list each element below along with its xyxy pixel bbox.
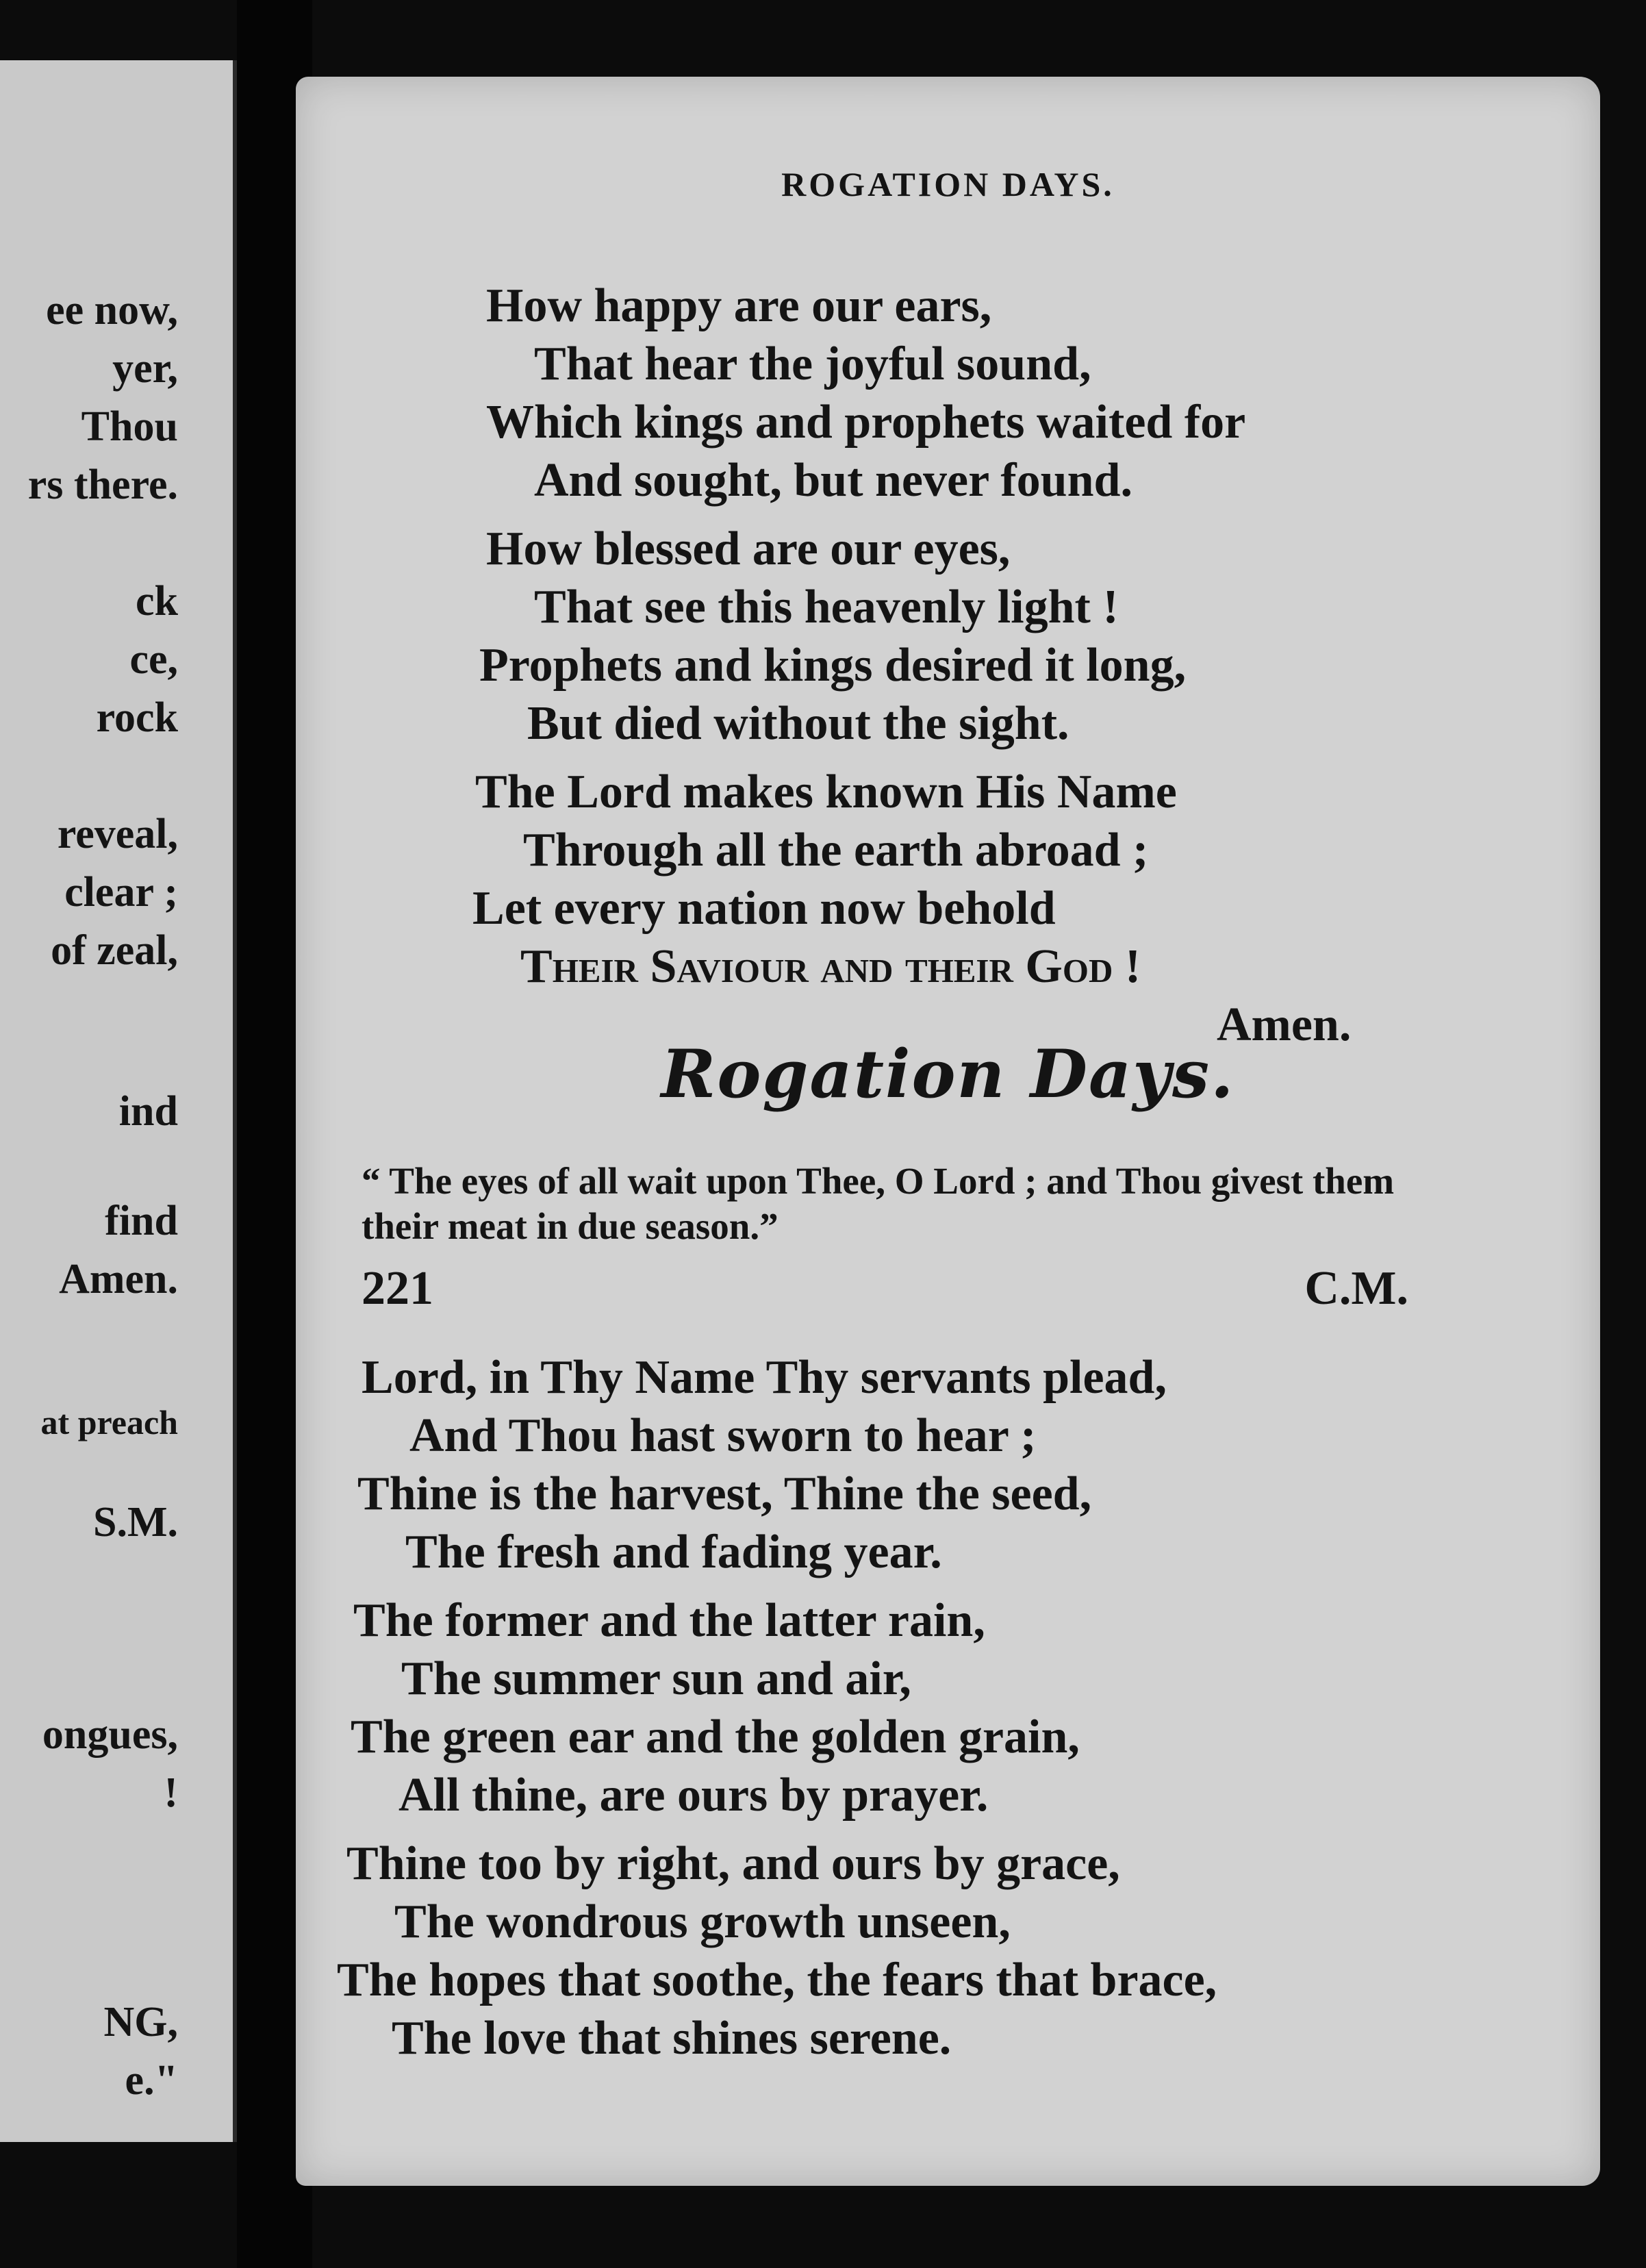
left-page-fragment: rock: [96, 694, 178, 741]
left-page: [0, 60, 237, 2142]
verse-line: The hopes that soothe, the fears that brace,: [337, 1954, 1217, 2006]
verse-line: Lord, in Thy Name Thy servants plead,: [362, 1351, 1167, 1404]
verse-line: Their Saviour and their God !: [520, 940, 1141, 993]
verse-line: The Lord makes known His Name: [475, 766, 1177, 818]
verse-line: Let every nation now behold: [472, 882, 1056, 935]
left-page-fragment: S.M.: [93, 1499, 178, 1546]
left-page-fragment: ongues,: [42, 1711, 178, 1758]
left-page-fragment: ck: [136, 578, 178, 625]
left-page-fragment: NG,: [103, 1999, 178, 2045]
left-page-fragment: yer,: [112, 345, 178, 392]
verse-line: All thine, are ours by prayer.: [398, 1769, 989, 1822]
verse-line: The green ear and the golden grain,: [351, 1711, 1080, 1763]
left-page-fragment: Thou: [81, 403, 178, 450]
verse-line: Through all the earth abroad ;: [523, 824, 1149, 877]
verse-line: How happy are our ears,: [486, 279, 992, 332]
verse-line: Prophets and kings desired it long,: [479, 639, 1187, 692]
left-page-fragment: Amen.: [59, 1256, 178, 1302]
running-head: ROGATION DAYS.: [781, 165, 1115, 203]
verse-line: Which kings and prophets waited for: [486, 396, 1246, 449]
hymn-meter: C.M.: [1304, 1262, 1408, 1315]
left-page-fragment: ind: [118, 1088, 178, 1135]
left-page-fragment: ce,: [129, 636, 178, 683]
left-page-fragment: of zeal,: [51, 927, 178, 974]
right-page: [296, 77, 1600, 2186]
verse-line: That hear the joyful sound,: [534, 338, 1091, 390]
verse-line: The fresh and fading year.: [405, 1526, 942, 1578]
verse-line: The summer sun and air,: [401, 1652, 911, 1705]
verse-line: Thine is the harvest, Thine the seed,: [357, 1467, 1092, 1520]
epigraph: “ The eyes of all wait upon Thee, O Lord ; and Thou givest them their meat in due season.”: [362, 1160, 1395, 1247]
verse-line: That see this heavenly light !: [534, 581, 1119, 633]
hymn-number: 221: [362, 1262, 433, 1315]
verse-line: But died without the sight.: [527, 697, 1069, 750]
left-page-fragment: at preach: [40, 1403, 178, 1441]
verse-line: And Thou hast sworn to hear ;: [409, 1409, 1037, 1462]
left-page-fragment: !: [164, 1769, 178, 1816]
section-title: Rogation Days.: [661, 1035, 1235, 1113]
left-page-fragment: rs there.: [27, 462, 178, 508]
left-page-fragment: reveal,: [57, 811, 178, 857]
verse-line: The love that shines serene.: [392, 2012, 952, 2065]
verse-line: The former and the latter rain,: [353, 1594, 985, 1647]
left-page-fragment: ee now,: [46, 287, 178, 333]
verse-line: The wondrous growth unseen,: [394, 1895, 1011, 1948]
left-page-fragment: e.": [125, 2057, 178, 2104]
verse-line: And sought, but never found.: [534, 454, 1132, 507]
amen-label: Amen.: [1217, 998, 1352, 1051]
left-page-fragment: find: [105, 1198, 178, 1244]
verse-line: Thine too by right, and ours by grace,: [346, 1837, 1120, 1890]
verse-line: How blessed are our eyes,: [486, 522, 1011, 575]
left-page-fragment: clear ;: [64, 869, 178, 916]
